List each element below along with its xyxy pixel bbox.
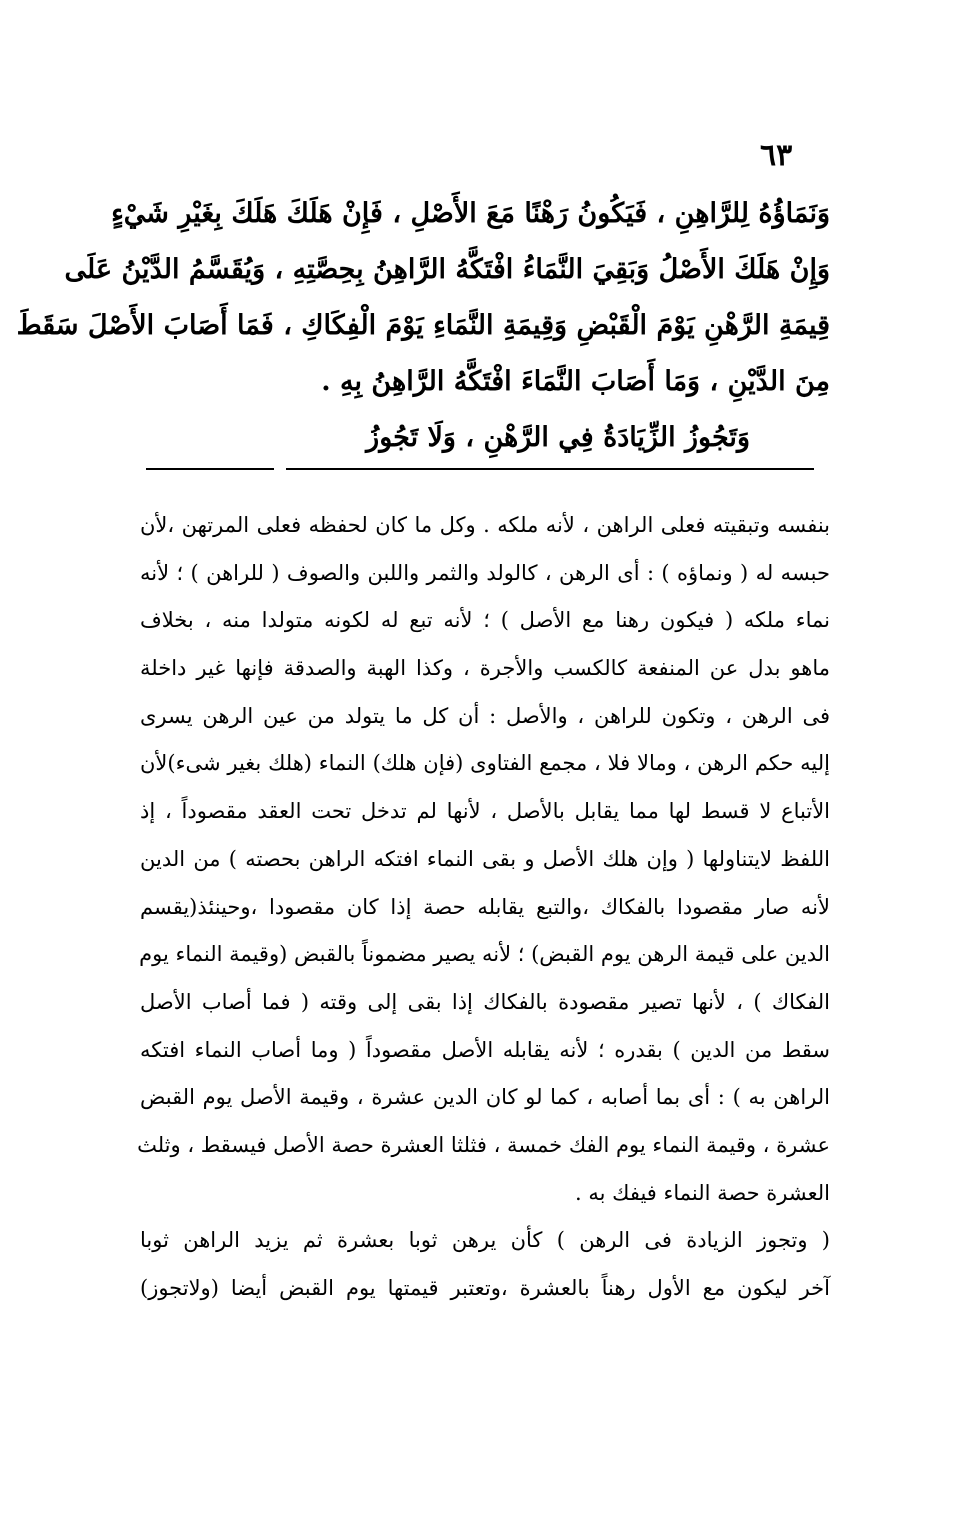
main-text-line: مِنَ الدَّيْنِ ، وَمَا أَصَابَ النَّمَاءَ افْتَكَّهُ الرَّاهِنُ بِهِ . bbox=[321, 366, 830, 397]
commentary-line: العشرة حصة النماء فيفك به . bbox=[575, 1180, 830, 1205]
main-text-block bbox=[16, 186, 830, 466]
commentary-line: إليه حكم الرهن ، ومالا فلا ، مجمع الفتاوى (فإن هلك) النماء (هلك بغير شىء)لأن bbox=[140, 751, 830, 776]
main-text-line: وَنَمَاؤُهُ لِلرَّاهِنِ ، فَيَكُونُ رَهْنًا مَعَ الأَصْلِ ، فَإِنْ هَلَكَ هَلَكَ بِغَيْرِ شَيْءٍ bbox=[111, 198, 830, 229]
commentary-line: الأتباع لا قسط لها مما يقابل بالأصل ، لأنها لم تدخل تحت العقد مقصوداً ، إذ bbox=[140, 799, 830, 824]
commentary-line: حبسه له ( ونماؤه ) : أى الرهن ، كالولد والثمر واللبن والصوف ( للراهن ) ؛ لأنه bbox=[140, 560, 830, 585]
main-text-line: قِيمَةِ الرَّهْنِ يَوْمَ الْقَبْضِ وَقِيمَةِ النَّمَاءِ يَوْمَ الْفِكَاكِ ، فَمَا أَصَابَ الأَصْلَ سَقَطَ bbox=[16, 310, 830, 341]
divider-rule-right bbox=[286, 468, 814, 470]
commentary-line: آخر ليكون مع الأول رهناً بالعشرة ،وتعتبر قيمتها يوم القبض أيضا (ولاتجوز) bbox=[140, 1276, 830, 1300]
commentary-line: الفكاك ) ، لأنها تصير مقصودة بالفكاك إذا بقى إلى وقته ( فما أصاب الأصل bbox=[140, 989, 830, 1014]
section-divider bbox=[146, 468, 814, 476]
commentary-line: سقط من الدين ) بقدره ؛ لأنه يقابله الأصل مقصوداً ( وما أصاب النماء افتكه bbox=[140, 1037, 830, 1062]
commentary-line: نماء ملكه ( فيكون رهنا مع الأصل ) ؛ لأنه تبع له لكونه متولدا منه ، بخلاف bbox=[140, 608, 830, 633]
commentary-line: ماهو بدل عن المنفعة كالكسب والأجرة ، وكذا الهبة والصدقة فإنها غير داخلة bbox=[140, 656, 830, 681]
commentary-line: بنفسه وتبقيته فعلى الراهن ، لأنه ملكه . وكل ما كان لحفظه فعلى المرتهن ،لأن bbox=[140, 513, 830, 537]
commentary-block bbox=[137, 502, 830, 1313]
main-text-line: وَتَجُوزُ الزِّيَادَةُ فِي الرَّهْنِ ، وَلَا تَجُوزُ bbox=[366, 422, 750, 453]
commentary-line: فى الرهن ، وتكون للراهن ، والأصل : أن كل ما يتولد من عين الرهن يسرى bbox=[140, 703, 830, 728]
commentary-line: اللفظ لايتناولها ( وإن هلك الأصل و بقى النماء افتكه الراهن بحصته ) من الدين bbox=[140, 846, 830, 871]
commentary-line: الدين على قيمة الرهن يوم القبض) ؛ لأنه يصير مضموناً بالقبض (وقيمة النماء يوم bbox=[139, 942, 830, 967]
page-number: ٦٣ bbox=[760, 138, 793, 173]
commentary-line: الراهن به ) : أى بما أصابه ، كما لو كان الدين عشرة ، وقيمة الأصل يوم القبض bbox=[140, 1085, 830, 1110]
commentary-line: لأنه صار مقصودا بالفكاك ،والتبع يقابله حصة إذا كان مقصودا ،وحينئذ(يقسم bbox=[140, 894, 830, 919]
commentary-line: عشرة ، وقيمة النماء يوم الفك خمسة ، فثلثا العشرة حصة الأصل فيسقط ، وثلث bbox=[137, 1132, 830, 1157]
divider-rule-left bbox=[146, 468, 274, 470]
commentary-line: ( وتجوز الزيادة فى الرهن ) كأن يرهن ثوبا بعشرة ثم يزيد الراهن ثوبا bbox=[140, 1228, 830, 1253]
main-text-line: وَإِنْ هَلَكَ الأَصْلُ وَبَقِيَ النَّمَاءُ افْتَكَّهُ الرَّاهِنُ بِحِصَّتِهِ ، وَيُقَسَّمُ الدَّيْنُ عَلَى bbox=[64, 254, 830, 285]
